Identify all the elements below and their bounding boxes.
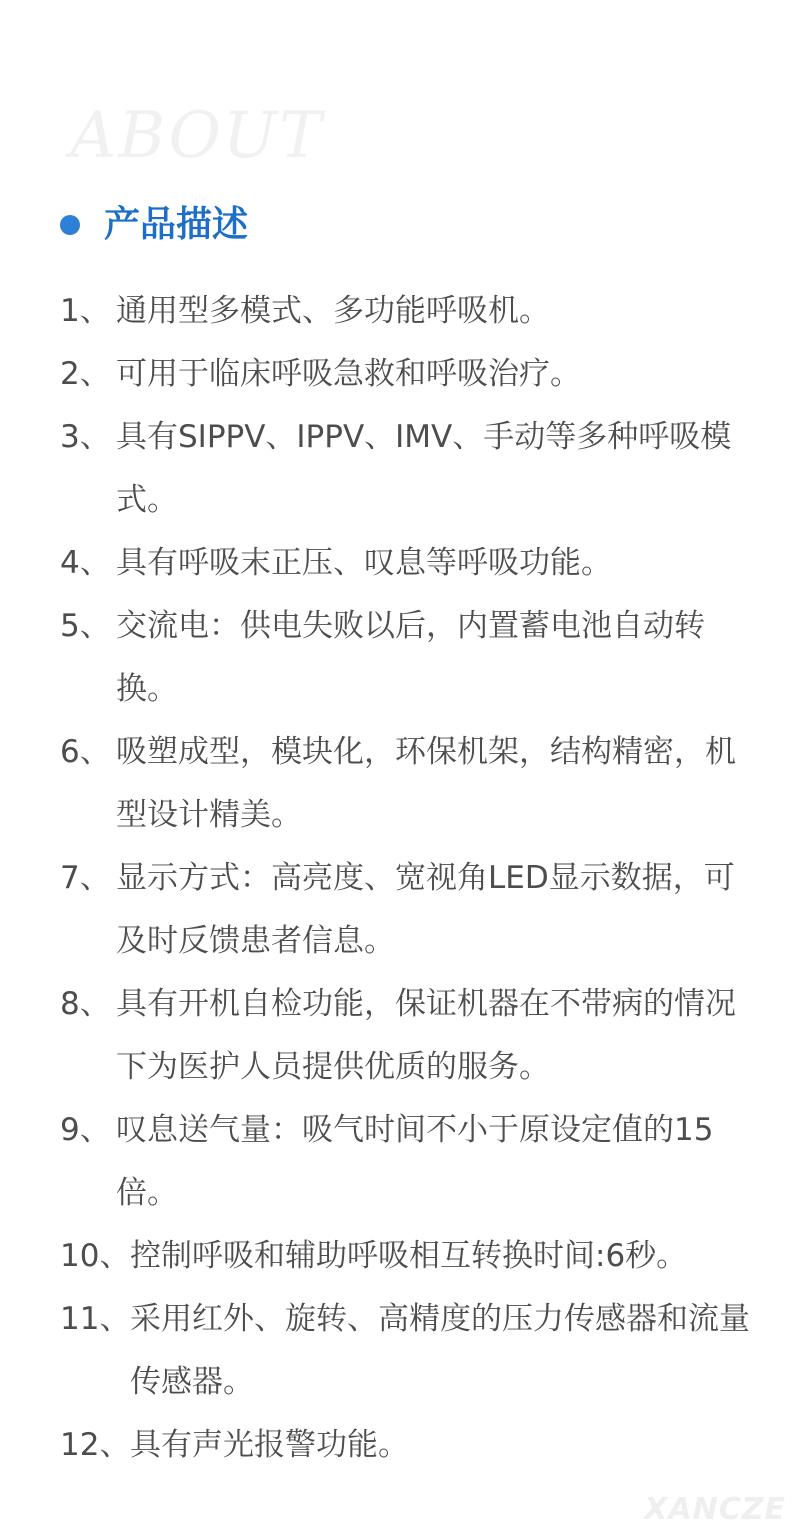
feature-text: 具有开机自检功能，保证机器在不带病的情况下为医护人员提供优质的服务。: [116, 986, 736, 1085]
feature-item: [60, 343, 760, 406]
feature-text: 可用于临床呼吸急救和呼吸治疗。: [116, 356, 581, 392]
feature-text: 叹息送气量：吸气时间不小于原设定值的15倍。: [116, 1112, 714, 1211]
feature-number: 10、: [60, 1238, 131, 1274]
feature-text: 吸塑成型，模块化，环保机架，结构精密，机型设计精美。: [116, 734, 736, 833]
feature-list: [60, 280, 760, 1477]
feature-number: 11、: [60, 1301, 131, 1337]
feature-text: 具有SIPPV、IPPV、IMV、手动等多种呼吸模式。: [116, 419, 732, 518]
feature-text: 采用红外、旋转、高精度的压力传感器和流量传感器。: [130, 1301, 750, 1400]
feature-text: 具有声光报警功能。: [130, 1427, 409, 1463]
feature-text: 通用型多模式、多功能呼吸机。: [116, 293, 550, 329]
about-watermark: ABOUT: [70, 99, 324, 173]
feature-number: 7、: [60, 860, 111, 896]
feature-item: [60, 721, 760, 847]
feature-number: 2、: [60, 356, 111, 392]
brand-watermark: XANCZE: [644, 1492, 786, 1527]
feature-item: [60, 1099, 760, 1225]
bullet-dot-icon: [60, 215, 80, 235]
feature-item: [60, 1288, 760, 1414]
feature-number: 6、: [60, 734, 111, 770]
feature-item: [60, 1225, 760, 1288]
feature-number: 12、: [60, 1427, 131, 1463]
feature-item: [60, 595, 760, 721]
feature-item: [60, 532, 760, 595]
feature-text: 交流电：供电失败以后，内置蓄电池自动转换。: [116, 608, 705, 707]
feature-item: [60, 973, 760, 1099]
feature-number: 5、: [60, 608, 111, 644]
feature-number: 1、: [60, 293, 111, 329]
feature-number: 8、: [60, 986, 111, 1022]
feature-number: 4、: [60, 545, 111, 581]
section-header: [60, 200, 248, 250]
feature-text: 具有呼吸末正压、叹息等呼吸功能。: [116, 545, 612, 581]
feature-item: [60, 280, 760, 343]
section-title: 产品描述: [104, 204, 249, 245]
feature-item: [60, 1414, 760, 1477]
feature-number: 9、: [60, 1112, 111, 1148]
feature-item: [60, 406, 760, 532]
feature-text: 显示方式：高亮度、宽视角LED显示数据，可及时反馈患者信息。: [116, 860, 735, 959]
feature-item: [60, 847, 760, 973]
feature-number: 3、: [60, 419, 111, 455]
feature-text: 控制呼吸和辅助呼吸相互转换时间:6秒。: [130, 1238, 688, 1274]
